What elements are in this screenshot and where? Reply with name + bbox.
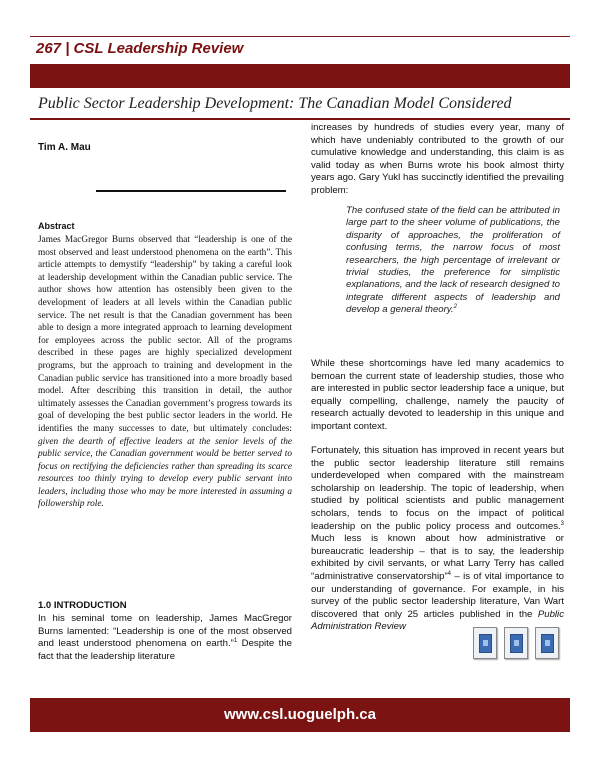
page-header bbox=[30, 36, 570, 65]
block-quote bbox=[346, 205, 560, 317]
introduction-text bbox=[38, 613, 292, 663]
abstract-text-italic: given the dearth of effective leaders at the senior levels of the public service, the Canadian government would be better served to focus on rectifying the deficiencies rather than spreading its scarce resources too thinly trying to develop every public servant into leaders, including those who may be more interested in assuming a followership role. bbox=[38, 436, 292, 510]
footnote-ref-3: 3 bbox=[560, 520, 564, 527]
book-icon[interactable] bbox=[535, 627, 559, 659]
abstract-text-normal: James MacGregor Burns observed that “leadership is one of the most observed and least understood phenomena on the earth”. This article attempts to demystify “leadership” by taking a careful look at leadership development within the Canadian public service. The author shows how attention has ostensibly been given to the development of leaders at all levels within the Canadian public service. The net result is that the Canadian government has been able to design a more integrated approach to learning development for employees across the public sector. All of the programs described in these pages are highly specialized development programs, but the approach to training and development in the Canadian public service has transitioned into a more broadly based model. After describing this transition in detail, the author ultimately assesses the Canadian government’s progress towards its goal of developing the best public sector leaders in the world. He identifies the many successes to date, but ultimately concludes: bbox=[38, 235, 292, 434]
article-title: Public Sector Leadership Development: The Canadian Model Considered bbox=[38, 95, 512, 112]
column2-paragraph-2: While these shortcomings have led many academics to bemoan the current state of leadership studies, those who are interested in public sector leadership face a unique, but equally compelling, challenge, namely the paucity of research actually devoted to leadership in this unique and important context. bbox=[311, 358, 564, 432]
website-url[interactable]: www.csl.uoguelph.ca bbox=[224, 706, 376, 723]
book-icon[interactable] bbox=[473, 627, 497, 659]
header-color-bar bbox=[30, 64, 570, 88]
intro-text-after: Despite the fact that the leadership literature bbox=[38, 638, 292, 662]
author-name: Tim A. Mau bbox=[38, 142, 91, 153]
para3-part-a: Fortunately, this situation has improved in recent years but the public sector leadership literature still remains underdeveloped when compared with the mainstream scholarship on leadership. The topic of leadership, when studied by political scientists and public management scholars, tends to focus on the impact of political leadership on the public policy process and outcomes. bbox=[311, 445, 564, 532]
para3-part-b: Much less is known about how administrative or bureaucratic leadership – that is to say, the leadership exhibited by civil servants, or what Larry Terry has called “administrative conservatorship” bbox=[311, 533, 564, 582]
quote-text: The confused state of the field can be attributed in large part to the sheer volume of publications, the disparity of approaches, the proliferation of confusing terms, the narrow focus of most researchers, the high percentage of irrelevant or trivial studies, the preference for simplistic explanations, and the lack of research designed to integrate different aspects of leadership and develop a general theory. bbox=[346, 205, 560, 316]
footer-bar bbox=[30, 698, 570, 732]
column2-paragraph-3 bbox=[311, 445, 564, 634]
journal-name: Public Administration Review bbox=[311, 608, 564, 633]
footnote-ref-4: 4 bbox=[447, 570, 452, 577]
running-header: 267 | CSL Leadership Review bbox=[36, 40, 244, 57]
abstract-text bbox=[38, 234, 292, 511]
intro-text-main: In his seminal tome on leadership, James MacGregor Burns lamented: “Leadership is one of the most observed and least understood phenomena on earth.” bbox=[38, 613, 292, 650]
title-divider bbox=[30, 118, 570, 120]
footnote-ref-2: 2 bbox=[453, 304, 457, 311]
author-divider bbox=[96, 190, 286, 192]
book-icon[interactable] bbox=[504, 627, 528, 659]
abstract-heading: Abstract bbox=[38, 221, 75, 231]
para3-part-c: – is of vital importance to our understanding of governance. For example, in his survey of the public sector leadership literature, Van Wart discovered that only 25 articles published in the bbox=[311, 570, 564, 620]
book-icons bbox=[473, 627, 569, 657]
column2-paragraph-1: increases by hundreds of studies every year, many of which have undeniably contributed to the growth of our cumulative knowledge and understanding, this claim is as valid today as when Burns wrote his book almost thirty years ago. Gary Yukl has succinctly identified the prevailing problem: bbox=[311, 122, 564, 196]
footnote-ref-1: 1 bbox=[233, 638, 238, 644]
introduction-heading: 1.0 INTRODUCTION bbox=[38, 600, 127, 611]
